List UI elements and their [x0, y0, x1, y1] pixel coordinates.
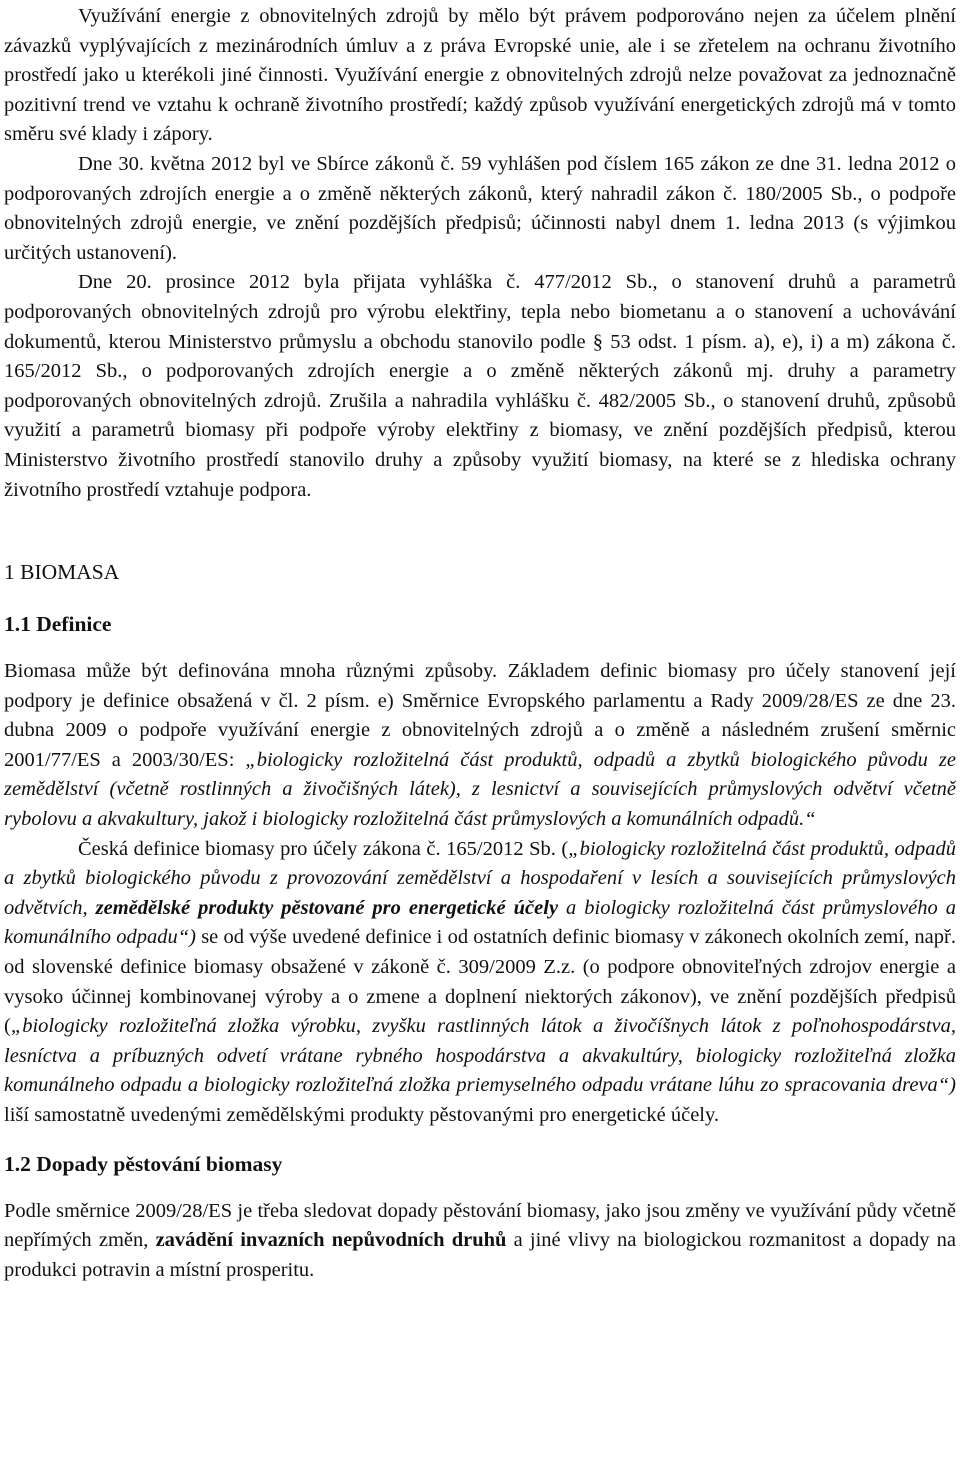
text-run: Dne 20. prosince 2012 byla přijata vyhláška č. 477/2012 Sb., o stanovení druhů a parametrů podporovaných obnovitelných zdrojů pro výrobu elektřiny, tepla nebo biometanu a o stanovení a uchovávání dokumentů, kterou Ministerstvo průmyslu a obchodu stanovilo podle § 53 odst. 1 písm. a), e), i) a m) zákona č. 165/2012 Sb., o podporovaných zdrojích energie a o změně některých zákonů mj. druhy a parametry podporovaných obnovitelných zdrojů. Zrušila a nahradila vyhlášku č. 482/2005 Sb., o stanovení druhů, způsobů využití a parametrů biomasy při podpoře výroby elektřiny z biomasy, ve znění pozdějších předpisů, kterou Ministerstvo životního prostředí stanovilo druhy a způsoby využití biomasy, na které se z hlediska ochrany životního prostředí vztahuje podpora.: [4, 271, 956, 501]
subsection-heading-dopady: 1.2 Dopady pěstování biomasy: [4, 1151, 283, 1176]
italic-run: „biologicky rozložiteľná zložka výrobku, zvyšku rastlinných látok a živočíšnych látok z poľnohospodárstva, lesníctva a príbuzných odvetí vrátane rybného hospodárstva a akvakultúry, biologicky rozložiteľná zložka komunálneho odpadu a biologicky rozložiteľná zložka priemyselného odpadu vrátane lúhu zo spracovania dreva“): [4, 1015, 956, 1097]
text-run: a jiné vlivy na biologickou rozmanitost a dopady na produkci potravin a místní prosperitu.: [4, 1229, 956, 1281]
definition-paragraph-1: [4, 657, 956, 835]
spacer: [4, 639, 956, 657]
bold-italic-run: zemědělské produkty pěstované pro energetické účely: [95, 896, 559, 919]
text-run: Česká definice biomasy pro účely zákona č. 165/2012 Sb. (: [78, 837, 569, 860]
text-run: Biomasa může být definována mnoha různými způsoby. Základem definic biomasy pro účely stanovení její podpory je definice obsažená v čl. 2 písm. e) Směrnice Evropského parlamentu a Rady 2009/28/ES ze dne 23. dubna 2009 o podpoře využívání energie z obnovitelných zdrojů a o změně a následném zrušení směrnic 2001/77/ES a 2003/30/ES:: [4, 660, 956, 771]
section-heading-biomasa: 1 BIOMASA: [4, 560, 120, 585]
spacer: [4, 587, 956, 609]
italic-run: „biologicky rozložitelná část produktů, odpadů a zbytků biologického původu ze zemědělství (včetně rostlinných a živočišných látek), z lesnictví a souvisejících průmyslových odvětví včetně rybolovu a akvakultury, jakož i biologicky rozložitelná část průmyslových a komunálních odpadů.“: [4, 748, 956, 831]
text-run: se od výše uvedené definice i od ostatních definic biomasy v zákonech okolních zemí, např. od slovenské definice biomasy obsažené v zákoně č. 309/2009 Z.z. (o podpore obnoviteľných zdrojov energie a vysoko účinnej kombinovanej výroby a o zmene a doplnení niektorých zákonov), ve znění pozdějších předpisů (: [4, 926, 956, 1038]
text-run: Využívání energie z obnovitelných zdrojů by mělo být právem podporováno nejen za účelem plnění závazků vyplývajících z mezinárodních úmluv a z práva Evropské unie, ale i se zřetelem na ochranu životního prostředí jako u kterékoli jiné činnosti. Využívání energie z obnovitelných zdrojů nelze považovat za jednoznačně pozitivní trend ve vztahu k ochraně životního prostředí; každý způsob využívání energetických zdrojů má v tomto směru své klady i zápory.: [4, 5, 956, 146]
subsection-heading-definice: 1.1 Definice: [4, 612, 112, 637]
intro-paragraph-3: [4, 268, 956, 505]
italic-run: a biologicky rozložitelná část průmyslového a komunálního odpadu“): [4, 896, 956, 949]
bold-run: zavádění invazních nepůvodních druhů: [155, 1229, 507, 1252]
intro-paragraph-2: [4, 150, 956, 268]
spacer: [4, 505, 956, 557]
spacer: [4, 1131, 956, 1149]
bold-run: [96, 897, 558, 919]
text-run: Dne 30. května 2012 byl ve Sbírce zákonů č. 59 vyhlášen pod číslem 165 zákon ze dne 31. ledna 2012 o podporovaných zdrojích energie a o změně některých zákonů, který nahradil zákon č. 180/2005 Sb., o podpoře obnovitelných zdrojů energie, ve znění pozdějších předpisů; účinnosti nabyl dnem 1. ledna 2013 (s výjimkou určitých ustanovení).: [4, 152, 956, 264]
spacer: [4, 1179, 956, 1197]
text-run: Podle směrnice 2009/28/ES je třeba sledovat dopady pěstování biomasy, jako jsou změny ve využívání půdy včetně nepřímých změn,: [4, 1199, 956, 1252]
text-run: liší samostatně uvedenými zemědělskými produkty pěstovanými pro energetické účely.: [4, 1104, 720, 1126]
impacts-paragraph: [4, 1197, 956, 1286]
intro-paragraph-1: [4, 2, 956, 150]
definition-paragraph-2: [4, 835, 956, 1131]
italic-run: „biologicky rozložitelná část produktů, odpadů a zbytků biologického původu z provozování zemědělství a hospodaření v lesích a souvisejících průmyslových odvětvích,: [4, 837, 957, 919]
